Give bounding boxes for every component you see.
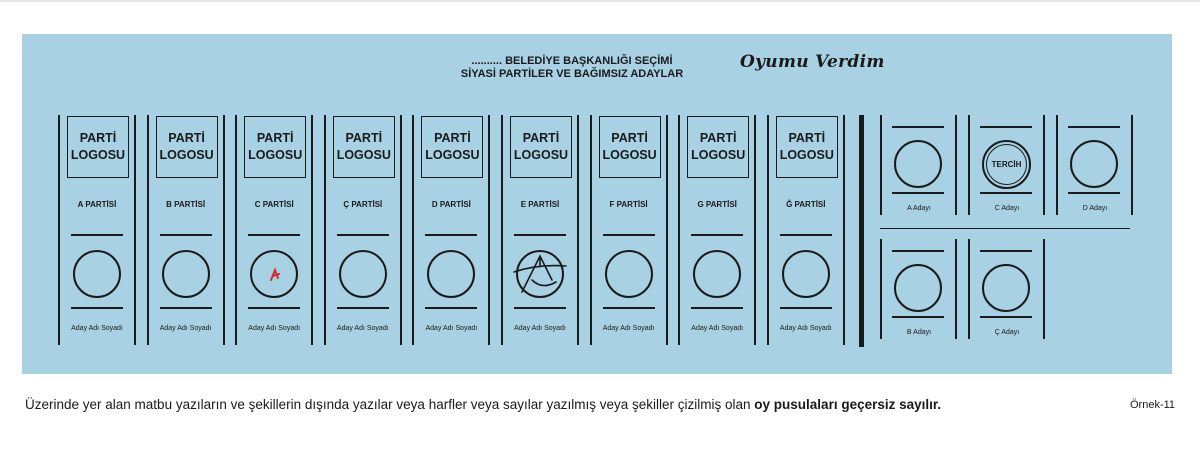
- party-rule-bottom: [71, 307, 123, 309]
- independent-border-right: [1043, 239, 1045, 339]
- logo-text-line2: LOGOSU: [159, 148, 214, 162]
- logo-text-line2: LOGOSU: [336, 148, 391, 162]
- ballot-title: .......... BELEDİYE BAŞKANLIĞI SEÇİMİ: [471, 55, 673, 67]
- independent-border-right: [955, 115, 957, 215]
- preference-circle[interactable]: [982, 140, 1031, 189]
- column-border-left: [501, 115, 503, 345]
- party-name: A PARTİSİ: [77, 200, 117, 209]
- ballot-header: [412, 55, 732, 81]
- independent-rule-top: [980, 250, 1032, 252]
- independent-border-left: [968, 115, 970, 215]
- party-rule-bottom: [514, 307, 566, 309]
- candidate-name: Aday Adı Soyadı: [779, 325, 832, 332]
- voted-stamp: Oyumu Verdim: [740, 52, 885, 72]
- independent-rule-bottom: [1068, 192, 1120, 194]
- candidate-name: Aday Adı Soyadı: [336, 325, 389, 332]
- vote-circle[interactable]: [73, 250, 121, 298]
- logo-text-line2: LOGOSU: [425, 148, 480, 162]
- column-border-right: [134, 115, 136, 345]
- party-rule-top: [160, 234, 212, 236]
- column-border-right: [843, 115, 845, 345]
- column-border-left: [58, 115, 60, 345]
- stamp-mark: [268, 268, 282, 282]
- vote-circle[interactable]: [339, 250, 387, 298]
- party-rule-bottom: [248, 307, 300, 309]
- independent-vote-circle[interactable]: [894, 140, 942, 188]
- independent-rule-bottom: [980, 316, 1032, 318]
- vote-circle[interactable]: [693, 250, 741, 298]
- party-name: B PARTİSİ: [166, 200, 206, 209]
- party-name: C PARTİSİ: [254, 200, 294, 209]
- independents-row-separator: [880, 228, 1130, 229]
- party-name: G PARTİSİ: [697, 200, 737, 209]
- logo-text-line2: LOGOSU: [779, 148, 834, 162]
- party-rule-top: [425, 234, 477, 236]
- party-rule-top: [780, 234, 832, 236]
- independent-vote-circle[interactable]: [1070, 140, 1118, 188]
- party-rule-top: [337, 234, 389, 236]
- party-rule-top: [603, 234, 655, 236]
- candidate-name: Aday Adı Soyadı: [159, 325, 212, 332]
- column-border-left: [235, 115, 237, 345]
- party-rule-top: [248, 234, 300, 236]
- party-rule-bottom: [691, 307, 743, 309]
- footer-caption: [25, 397, 941, 412]
- logo-text-line1: PARTİ: [345, 131, 383, 145]
- column-border-left: [324, 115, 326, 345]
- candidate-name: Aday Adı Soyadı: [691, 325, 744, 332]
- vote-circle[interactable]: [427, 250, 475, 298]
- vote-circle[interactable]: [782, 250, 830, 298]
- logo-text-line2: LOGOSU: [513, 148, 569, 162]
- preference-label: TERCİH: [986, 144, 1027, 185]
- independent-rule-top: [892, 250, 944, 252]
- top-border: [0, 0, 1200, 2]
- logo-text-line2: LOGOSU: [691, 148, 746, 162]
- example-label: Örnek-11: [1130, 399, 1176, 411]
- logo-text-line1: PARTİ: [522, 131, 560, 145]
- independent-rule-top: [892, 126, 944, 128]
- party-rule-bottom: [337, 307, 389, 309]
- logo-text-line2: LOGOSU: [70, 148, 126, 162]
- party-rule-bottom: [425, 307, 477, 309]
- vote-circle[interactable]: [162, 250, 210, 298]
- independent-rule-top: [980, 126, 1032, 128]
- column-border-left: [767, 115, 769, 345]
- party-name: F PARTİSİ: [609, 200, 648, 209]
- logo-text-line1: PARTİ: [256, 131, 294, 145]
- party-name: Ğ PARTİSİ: [786, 200, 826, 209]
- logo-text-line2: LOGOSU: [602, 148, 657, 162]
- party-rule-top: [71, 234, 123, 236]
- column-border-left: [590, 115, 592, 345]
- independent-rule-bottom: [892, 316, 944, 318]
- column-border-right: [666, 115, 668, 345]
- independent-vote-circle[interactable]: [894, 264, 942, 312]
- column-border-right: [577, 115, 579, 345]
- logo-text-line2: LOGOSU: [248, 148, 303, 162]
- independent-rule-bottom: [980, 192, 1032, 194]
- party-logo-box: [776, 116, 838, 178]
- column-border-right: [223, 115, 225, 345]
- independent-border-left: [880, 115, 882, 215]
- party-logo-box: [599, 116, 661, 178]
- party-name: D PARTİSİ: [431, 200, 471, 209]
- party-logo-box: [687, 116, 749, 178]
- vote-circle[interactable]: [605, 250, 653, 298]
- candidate-name: Aday Adı Soyadı: [248, 325, 301, 332]
- party-logo-box: [333, 116, 395, 178]
- independent-rule-bottom: [892, 192, 944, 194]
- independent-candidate-name: B Adayı: [906, 329, 932, 336]
- logo-text-line1: PARTİ: [79, 131, 117, 145]
- caption-text: Üzerinde yer alan matbu yazıların ve şekillerin dışında yazılar veya harfler veya sayılar yazılmış veya şekiller çizilmiş olan: [25, 397, 755, 412]
- logo-text-line1: PARTİ: [699, 131, 737, 145]
- independent-vote-circle[interactable]: [982, 264, 1030, 312]
- party-name: E PARTİSİ: [520, 200, 560, 209]
- logo-text-line1: PARTİ: [611, 131, 648, 145]
- party-logo-box: [156, 116, 218, 178]
- party-logo-box: [244, 116, 306, 178]
- independent-candidate-name: A Adayı: [907, 205, 931, 212]
- caption-emphasis: oy pusulaları geçersiz sayılır.: [754, 397, 942, 412]
- independent-border-right: [1131, 115, 1133, 215]
- independent-border-left: [1056, 115, 1058, 215]
- logo-text-line1: PARTİ: [168, 131, 205, 145]
- independent-border-right: [1043, 115, 1045, 215]
- ballot-paper: [22, 34, 1172, 374]
- ballot-subtitle: SİYASİ PARTİLER VE BAĞIMSIZ ADAYLAR: [460, 68, 684, 80]
- independent-candidate-name: D Adayı: [1082, 205, 1108, 212]
- party-rule-bottom: [603, 307, 655, 309]
- logo-text-line1: PARTİ: [788, 131, 826, 145]
- candidate-name: Aday Adı Soyadı: [602, 325, 655, 332]
- column-border-right: [400, 115, 402, 345]
- candidate-name: Aday Adı Soyadı: [514, 325, 566, 332]
- column-border-left: [147, 115, 149, 345]
- party-logo-box: [510, 116, 572, 178]
- candidate-name: Aday Adı Soyadı: [425, 325, 478, 332]
- scribble-mark: [510, 250, 570, 298]
- party-logo-box: [67, 116, 129, 178]
- column-border-right: [754, 115, 756, 345]
- column-border-right: [488, 115, 490, 345]
- independent-candidate-name: Ç Adayı: [994, 329, 1020, 336]
- party-rule-top: [514, 234, 566, 236]
- party-rule-top: [691, 234, 743, 236]
- logo-text-line1: PARTİ: [434, 131, 471, 145]
- column-border-right: [311, 115, 313, 345]
- independent-border-left: [968, 239, 970, 339]
- independent-rule-top: [1068, 126, 1120, 128]
- party-rule-bottom: [160, 307, 212, 309]
- independent-candidate-name: C Adayı: [994, 205, 1020, 212]
- independent-border-right: [955, 239, 957, 339]
- independent-border-left: [880, 239, 882, 339]
- column-border-left: [412, 115, 414, 345]
- party-logo-box: [421, 116, 483, 178]
- candidate-name: Aday Adı Soyadı: [71, 325, 123, 332]
- party-rule-bottom: [780, 307, 832, 309]
- section-divider: [859, 115, 864, 347]
- column-border-left: [678, 115, 680, 345]
- party-name: Ç PARTİSİ: [343, 200, 383, 209]
